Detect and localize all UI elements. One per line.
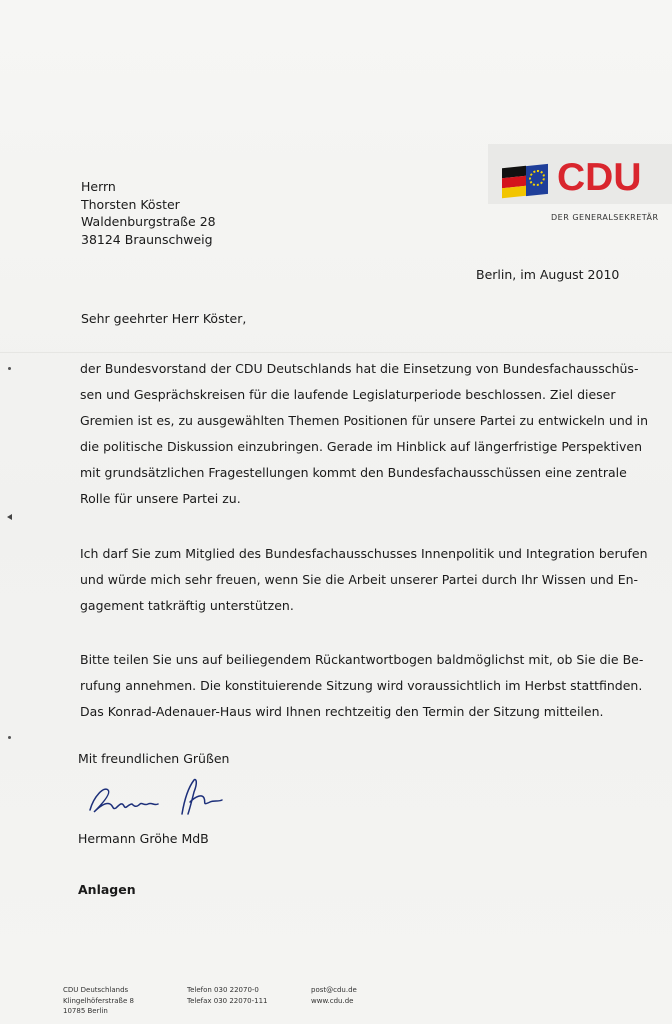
text-line: gagement tatkräftig unterstützen. bbox=[80, 598, 294, 613]
body-paragraph-1 bbox=[80, 356, 649, 512]
department-label: DER GENERALSEKRETÄR bbox=[551, 213, 659, 222]
footer-line: Telefax 030 22070-111 bbox=[187, 996, 268, 1005]
address-line: Herrn bbox=[81, 179, 116, 194]
footer-line: CDU Deutschlands bbox=[63, 986, 129, 994]
address-line: Thorsten Köster bbox=[81, 196, 180, 212]
fold-mark bbox=[8, 367, 11, 370]
footer-line: post@cdu.de bbox=[311, 986, 357, 994]
german-flag-icon bbox=[502, 166, 526, 199]
footer-contact bbox=[311, 985, 357, 1006]
signer-name: Hermann Gröhe MdB bbox=[78, 831, 209, 846]
footer-phone bbox=[187, 985, 268, 1006]
footer-line: 10785 Berlin bbox=[63, 1007, 108, 1015]
recipient-address bbox=[81, 178, 216, 248]
footer-address bbox=[63, 985, 134, 1017]
text-line: Rolle für unsere Partei zu. bbox=[80, 491, 241, 506]
text-line: die politische Diskussion einzubringen. Gerade im Hinblick auf längerfristige Perspektiven bbox=[80, 439, 643, 454]
text-line: und würde mich sehr freuen, wenn Sie die Arbeit unserer Partei durch Ihr Wissen und En- bbox=[80, 572, 639, 587]
cdu-logo-text: CDU bbox=[557, 156, 642, 199]
text-line: Bitte teilen Sie uns auf beiliegendem Rückantwortbogen baldmöglichst mit, ob Sie die Be- bbox=[80, 652, 644, 667]
text-line: rufung annehmen. Die konstituierende Sitzung wird voraussichtlich im Herbst stattfinden. bbox=[80, 678, 643, 693]
salutation: Sehr geehrter Herr Köster, bbox=[81, 311, 247, 326]
footer-line: Klingelhöferstraße 8 bbox=[63, 996, 134, 1005]
letter-date: Berlin, im August 2010 bbox=[476, 267, 620, 282]
body-paragraph-2 bbox=[80, 541, 646, 619]
paper-fold-line bbox=[0, 352, 672, 353]
text-line: Das Konrad-Adenauer-Haus wird Ihnen rechtzeitig den Termin der Sitzung mitteilen. bbox=[80, 704, 604, 719]
text-line: Gremien ist es, zu ausgewählten Themen Positionen für unsere Partei zu entwickeln und in bbox=[80, 413, 649, 428]
handwritten-signature bbox=[86, 772, 226, 820]
text-line: Ich darf Sie zum Mitglied des Bundesfachausschusses Innenpolitik und Integration berufen bbox=[80, 546, 648, 561]
body-paragraph-3 bbox=[80, 647, 646, 725]
fold-mark bbox=[8, 736, 11, 739]
text-line: sen und Gesprächskreisen für die laufende Legislaturperiode beschlossen. Ziel dieser bbox=[80, 387, 616, 402]
attachments-label: Anlagen bbox=[78, 882, 136, 897]
footer-line: Telefon 030 22070-0 bbox=[187, 986, 259, 994]
punch-mark bbox=[7, 514, 12, 520]
footer-line: www.cdu.de bbox=[311, 996, 354, 1005]
text-line: der Bundesvorstand der CDU Deutschlands hat die Einsetzung von Bundesfachausschüs- bbox=[80, 361, 639, 376]
text-line: mit grundsätzlichen Fragestellungen kommt den Bundesfachausschüssen eine zentrale bbox=[80, 465, 627, 480]
address-line: 38124 Braunschweig bbox=[81, 231, 213, 247]
closing-phrase: Mit freundlichen Grüßen bbox=[78, 751, 230, 766]
address-line: Waldenburgstraße 28 bbox=[81, 214, 216, 230]
eu-flag-icon bbox=[526, 164, 548, 196]
